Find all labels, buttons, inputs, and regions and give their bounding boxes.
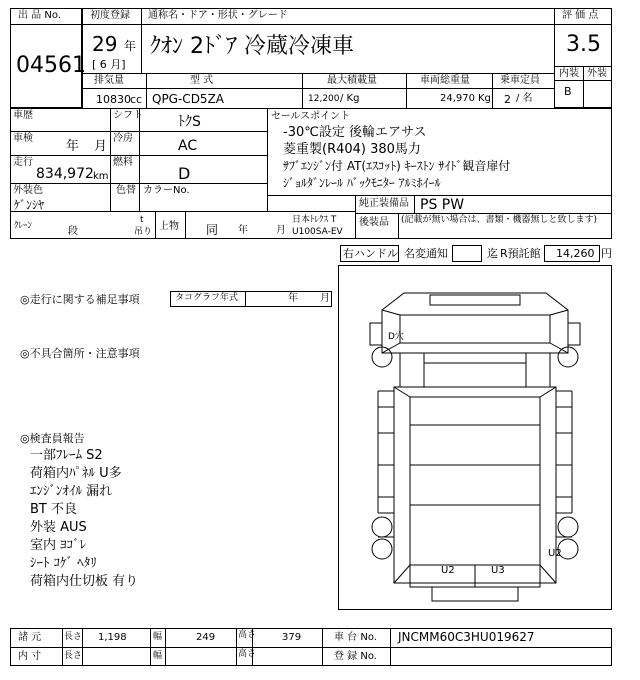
sales-point-line-3: ｻﾌﾞｴﾝｼﾞﾝ付 AT(ｴｽｺｯﾄ) ｷｰｽﾄﾝ ｻｲﾄﾞ観音扉付 [283,159,511,173]
fuel-value: D [178,164,191,183]
sales-point-line-2: 菱重製(R404) 380馬力 [283,142,421,157]
stage-label: 段 [68,226,78,237]
lot-label: 出 品 No. [18,10,61,21]
body-label: 上物 [159,221,179,232]
mileage-value: 834,972 [36,166,94,182]
gross-weight-unit: Kg [478,93,491,104]
gross-weight-value: 24,970 [440,93,475,104]
capacity-label: 乗車定員 [500,75,540,86]
shift-value: ﾄｸS [178,114,201,130]
height-value: 379 [282,632,302,643]
mileage-unit: km [93,171,109,182]
inspector-line-2: 荷箱内ﾊﾟﾈﾙ U多 [30,466,122,481]
recycle-value: 14,260 [556,247,595,260]
inspector-line-1: 一部ﾌﾚｰﾑ S2 [30,448,103,463]
length-value: 1,198 [98,632,127,643]
steering-value: 右ハンドル [343,247,398,260]
tachograph-label: タコグラフ年式 [175,293,239,303]
inner-dims-label: 内 寸 [18,651,42,662]
tacho-month-unit: 月 [320,293,330,304]
inspection-year-unit: 年 [66,139,80,154]
exterior-color-label: 外装色 [13,185,43,196]
genuine-value: PS PW [420,197,465,213]
deadline-label: 迄 [487,247,498,260]
first-reg-label: 初度登録 [90,10,130,21]
lift-label: 吊り [134,227,153,237]
displacement-value: 10830 [96,93,131,106]
sales-points-label: セールスポイント [271,111,351,122]
cooling-label: 冷房 [113,133,133,144]
history-label: 車歴 [13,110,33,121]
crane-year-unit: 年 [238,225,248,236]
aftermarket-label: 後装品 [359,217,389,228]
inspector-line-5: 外装 AUS [30,520,87,535]
model-label: 型 式 [190,75,214,86]
mark-front: D穴 [388,332,404,342]
same-label: 同 [206,223,219,237]
lift-t-label: t [140,215,144,225]
interior-label: 内装 [559,68,579,79]
sales-point-line-1: -30℃設定 後輪エアサス [283,125,427,140]
yen-label: 円 [601,247,612,260]
max-load-label: 最大積載量 [327,75,377,86]
tacho-year-unit: 年 [288,293,298,304]
inspector-line-6: 室内 ﾖｺﾞﾚ [30,538,87,553]
aftermarket-note: (記載が無い場合は、書類・機器無しと致します) [401,215,598,225]
genuine-label: 純正装備品 [359,198,409,209]
body-maker: 日本ﾄﾚｸｽ T [292,215,337,225]
inspector-line-4: BT 不良 [30,502,77,517]
height-label: 高さ [238,630,257,640]
inspection-month-unit: 月 [94,139,108,154]
score-label: 評 価 点 [562,10,599,21]
first-reg-year-unit: 年 [124,39,137,53]
color-no-label: カラーNo. [143,185,190,196]
mileage-label: 走行 [13,157,33,168]
mark-u2-bottom: U2 [441,565,455,576]
inspector-line-8: 荷箱内仕切板 有り [30,574,139,589]
max-load-unit: / Kg [340,93,360,104]
cooling-value: AC [178,138,198,154]
registration-label: 登 録 No. [334,651,377,662]
width-label: 幅 [153,632,163,642]
max-load-value: 12,200 [308,94,340,104]
truck-diagram [338,265,612,610]
name-change-label: 名変通知 [404,247,448,260]
fuel-label: 燃料 [113,157,133,168]
lot-number: 04561 [16,53,86,78]
inner-length-label: 長さ [64,651,83,661]
exterior-label: 外装 [587,68,607,79]
mark-u3-bottom: U3 [491,565,505,576]
score-value: 3.5 [566,32,601,57]
driving-remarks-label: ◎走行に関する補足事項 [20,293,140,306]
inner-width-label: 幅 [153,651,163,661]
capacity-unit: / 名 [516,93,533,104]
width-value: 249 [196,632,216,643]
name-change-box [452,245,482,262]
inspector-line-3: ｴﾝｼﾞﾝｵｲﾙ 漏れ [30,484,113,499]
inner-height-label: 高さ [238,649,257,659]
crane-label: ｸﾚｰﾝ [14,221,33,231]
shift-label: シフト [113,110,143,121]
inspection-label: 車検 [13,133,33,144]
name-label: 通称名・ドア・形状・グレード [148,10,288,21]
color-change-label: 色替 [116,185,136,196]
vehicle-name: ｸｵﾝ 2ﾄﾞｱ 冷蔵冷凍車 [150,34,354,59]
inspector-label: ◎検査員報告 [20,432,85,445]
first-reg-month: [ 6 月] [92,58,126,71]
first-reg-year: 29 [92,32,118,56]
chassis-label: 車 台 No. [334,632,377,643]
exterior-color-value: ｹﾞﾝｼﾔ [14,198,45,212]
mark-u2-right: U2 [548,548,562,559]
body-model: U100SA-EV [292,227,343,237]
recycle-label: R預託館 [500,247,541,260]
displacement-label: 排気量 [94,75,124,86]
capacity-value: 2 [504,93,511,106]
inspector-line-7: ｼｰﾄ ｺｹﾞ ﾍﾀﾘ [30,556,97,571]
chassis-no: JNCMM60C3HU019627 [398,630,535,644]
interior-grade: B [564,85,572,98]
gross-weight-label: 車両総重量 [420,75,470,86]
model-code: QPG-CD5ZA [152,92,224,106]
crane-month-unit: 月 [276,225,286,236]
sales-point-line-4: ｼﾞｮﾙﾀﾞﾝﾚｰﾙ ﾊﾞｯｸﾓﾆﾀｰ ｱﾙﾐﾎｲｰﾙ [283,176,441,190]
dims-label: 諸 元 [18,632,42,643]
displacement-unit: cc [130,93,143,106]
defects-label: ◎不具合箇所・注意事項 [20,347,140,360]
length-label: 長さ [64,632,83,642]
